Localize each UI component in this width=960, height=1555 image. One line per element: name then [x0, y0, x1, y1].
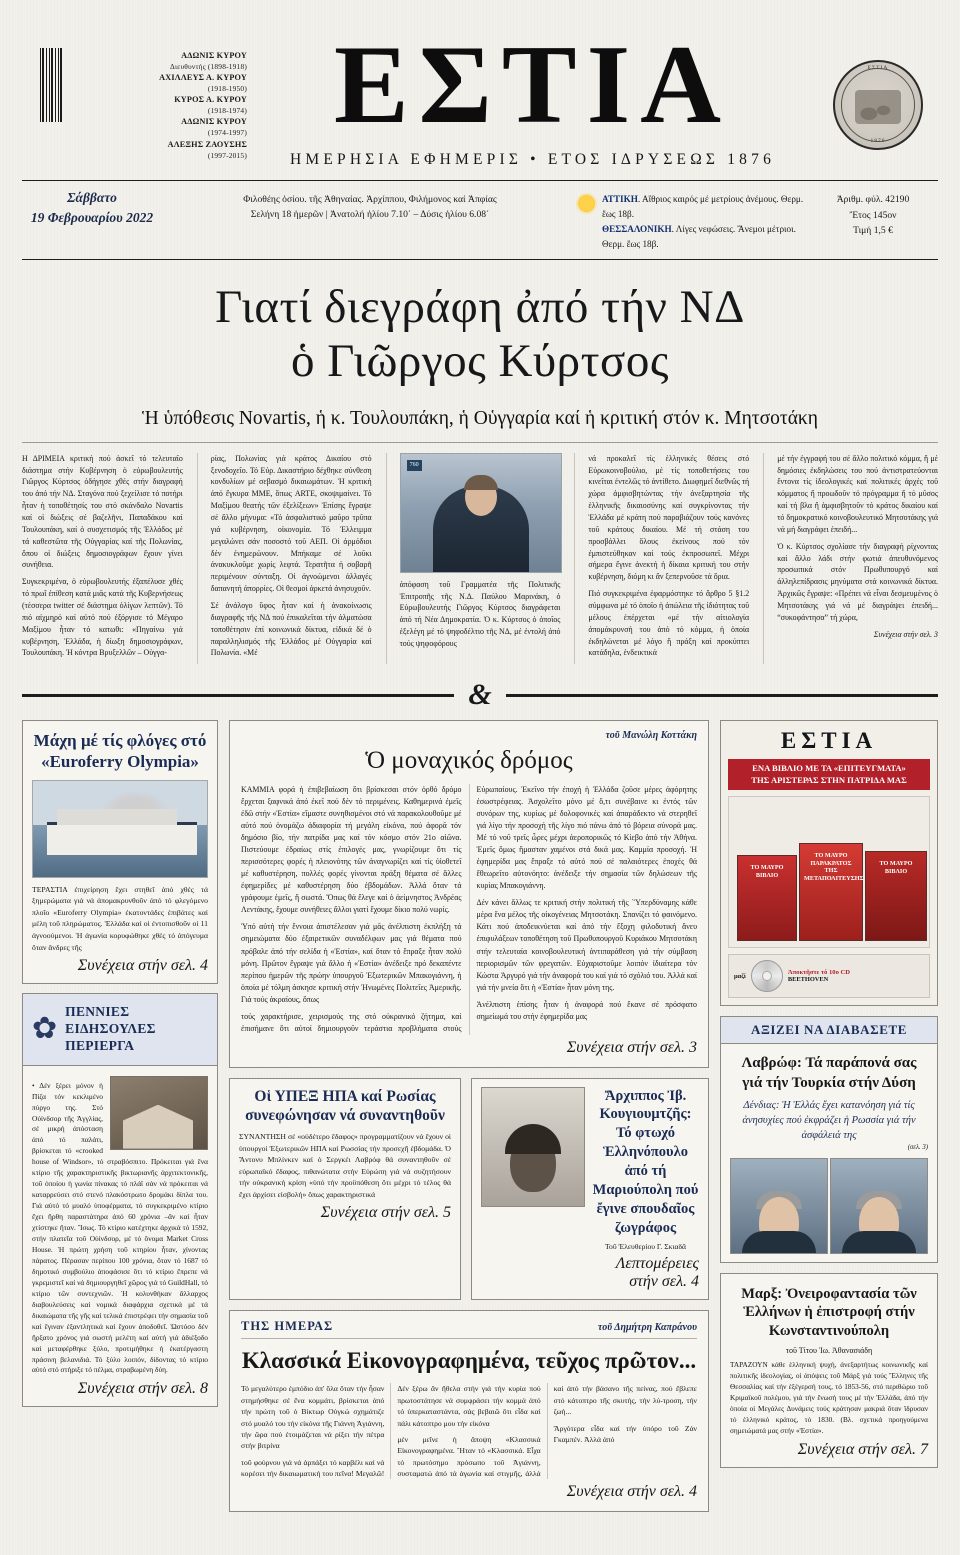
seal-figure [855, 90, 901, 124]
main-grid [22, 720, 938, 1512]
issue-year: Ἔτος 145ον [849, 209, 897, 221]
book-cover [799, 843, 863, 941]
feature-paragraph: τούς χαρακτήρισε, χειρισμούς της στό οὐκρανικό ζήτημα, καί ἐπισήμανε ὅτι αὐτοί δημιουργοῦν τεράστια προβλήματα στούς Εὐρωπαίους. Ἐκεῖνο τήν ἐποχή ἡ Ἑλλάδα ζοῦσε μέρες ἀφόρητης ἐσωστρέφειας. Ἀσχολεῖτο μόνο μέ ὅ,τι συνέβαινε κι ἐντός τῶν συνόρων της, κυρίως μέ δολοφονικές καί ἀπαράδεκτο νά στερηθεῖ γιά λίγο τήν προσοχή τῆς λίγο πιό πάνω ἀπό τό βόρεια σύνορά μας. Μέ τό νοῦ τρεῖς ὧρες μέχρι ἀεροπορικῶς τό Κίεβο ἀπό τήν Ἀθήνα. Ἐμεῖς ὅμως ἤμασταν χαμένοι στά δικά μας. Καμμία προσοχή. Ἡ ἐφημερίδα μας ἔπραξε τό αὐτό πού σέ παλαιότερες ἐποχές θά ἔθεωρεῖτο αὐτονόητο: ἀνέδειξε τήν σημασία τῶν δηλώσεων τῆς κυρίας Μπακογιάννη. [241, 785, 697, 1033]
lavrov-subtext: Δένδιας: Ἡ Ἑλλάς ἔχει κατανόηση γιά τίς ἀνησυχίες πού ἐκφράζει ἡ Ρωσσία γιά τήν ἀσφάλειά της [742, 1100, 916, 1141]
lead-body [22, 453, 938, 673]
newspaper-logo: ΕΣΤΙΑ [333, 23, 732, 147]
lead-col-2 [197, 453, 372, 665]
day-body [241, 1383, 697, 1479]
ampersand-icon: & [468, 678, 492, 712]
continuation-note[interactable]: Συνέχεια στήν σελ. 4 [77, 957, 208, 975]
editor-entry [82, 72, 247, 94]
editor-role: (1918-1974) [207, 106, 247, 116]
pennies-photo [110, 1076, 208, 1150]
editor-role: (1918-1950) [207, 84, 247, 94]
lead-headline-line1: Γιατί διεγράφη ἀπό τήν ΝΔ [215, 280, 745, 333]
editor-role: (1974-1997) [207, 128, 247, 138]
weather-region: ΑΤΤΙΚΗ [602, 194, 638, 205]
seal-area [818, 34, 938, 150]
sun-icon [578, 195, 595, 212]
editor-name: ΚΥΡΟΣ Α. ΚΥΡΟΥ [174, 95, 247, 105]
seal-bottom-text: 1876 [870, 138, 886, 144]
date-block [22, 188, 162, 252]
left-column [22, 720, 218, 1512]
photo-shoulders [742, 1231, 816, 1253]
day-headline: Κλασσικά Εἰκονογραφημένα, τεῦχος πρῶτον... [241, 1348, 697, 1374]
lead-paragraph: Σέ ἀνάλογο ὕφος ἦταν καί ἡ ἀνακοίνωσις διαγραφῆς τῆς ΝΔ πού ἐπικαλεῖται τήν ἀλματώσα τοποθέτησιν ἐπί κοινωνικά δίκτυα, εἰδικά δέ ὁ παραλληλισμός τῆς Ἑλλάδος μέ Οὑγγαρία καί Πολωνία. «Μέ [210, 601, 372, 658]
section-divider [22, 680, 938, 710]
day-byline: τοῦ Δημήτρη Καπράνου [597, 1322, 697, 1334]
portrait-hair [505, 1124, 561, 1154]
editor-name: ΑΧΙΛΛΕΥΣ Α. ΚΥΡΟΥ [159, 73, 247, 83]
editor-role: Διευθυντής (1898-1918) [170, 62, 247, 72]
info-bar [22, 180, 938, 260]
book-cover [737, 855, 797, 941]
continuation-note[interactable]: Συνέχεια στήν σελ. 3 [566, 1038, 697, 1056]
ferry-headline: Μάχη μέ τίς φλόγες στό «Euroferry Olympia» [33, 731, 207, 772]
offer-label: μαζί [734, 972, 746, 980]
lavrov-headline: Λαβρώφ: Τά παράπονά σας γιά τήν Τουρκία στήν Δύση [741, 1055, 917, 1091]
day-label: ΤΗΣ ΗΜΕΡΑΣ [241, 1319, 334, 1334]
pennies-line-2: ΕΙΔΗΣΟΥΛΕΣ [65, 1020, 156, 1036]
continuation-note[interactable]: Συνέχεια στήν σελ. 5 [320, 1204, 451, 1222]
saints-line: Φιλοθέης ὁσίου. τῆς Ἀθηναίας. Ἀρχίππου, Φιλήμονος καί Ἀπφίας [243, 194, 497, 206]
ad-band [728, 759, 930, 790]
continuation-note[interactable]: Συνέχεια στήν σελ. 3 [873, 629, 938, 639]
day-article[interactable] [229, 1310, 709, 1512]
usa-russia-body: ΣΥΝΑΝΤΗΣΗ σέ «ούδέτερο ἔδαφος» προγραμματίζουν νά ἔχουν οἱ ὑπουργοί Ἐξωτερικῶν ΗΠΑ καί Ρωσσίας τήν προσεχῆ ἑβδομάδα. Ὁ Ἄντονυ Μπλίνκεν καί ὁ Σεργκέι Λαβρόφ θά συναντηθοῦν σέ εὐρωπαϊκό ἔδαφος, πιθανώτατα στήν Εὐρώπη γιά νά συζητήσουν τήν οὐκρανική κρίση «ὑπό τήν προϋπόθεση ὅτι μέχρι τό τέλος θά ἔχει ἀρχίσει εἰσβολή» ὅπως χαρακτηριστικά [239, 1132, 451, 1199]
divider-line-right [506, 694, 938, 697]
barcode-area [22, 34, 82, 122]
book-title: ΤΟ ΜΑΥΡΟ ΒΙΒΛΙΟ [879, 860, 913, 875]
continuation-note[interactable]: Συνέχεια στήν σελ. 4 [566, 1483, 697, 1501]
offer-brand: BEETHOVEN [787, 976, 829, 984]
worth-reading-title: ΑΞΙΖΕΙ ΝΑ ΔΙΑΒΑΣΕΤΕ [720, 1016, 938, 1044]
day-paragraph: τοῦ φούρνου γιά νά ἁρπάξει τό καρβέλι καί νά κορέσει τήν δικαιωματική του πεῖνα! Μεγαλῶ! Δέν ξέρω ἄν ἤθελα στήν γιά τήν κυρία πού πρωτοστάτησε νά συμφράσει τήν κομμά ἀπό τό ὑπερκαταστάντα, σάς βεβαιῶ ὅτι εἶδα καί πάλι κάτοπτρο μου τήν εἰκόνα [241, 1384, 541, 1479]
archippos-headline: Ἄρχιππος Ἰβ. Κουγιουμτζῆς: Τό φτωχό Ἑλληνόπουλο ἀπό τή Μαριούπολη πού ἔγινε σπουδαῖος ζωγράφος [592, 1087, 699, 1236]
seal-top-text: ΕΣΤΙΑ [867, 65, 889, 71]
lead-paragraph: Ὁ κ. Κύρτσος σχολίασε τήν διαγραφή ρίχνοντας καί ἄλλο λάδι στήν φωτιά ἀπευθυνόμενος προσωπικά στόν Πρωθυπουργό καί ἀλληλεπίδρασις μηνύματα στά κοινωνικά δίκτυα. Ἀρχικῶς ἔγραψε: «Πρέπει νά εἶναι δεσμευμένος ὁ Μητσοτάκης γιά νά μέ διαγράψει ἐπειδή... “συκοφάντησα” τή χώρα, [777, 541, 938, 622]
lead-paragraph: μέ τήν ἐγγραφή του σέ ἄλλο πολιτικό κόμμα, ἤ μέ δημόσιες ἐκδηλώσεις του πού ἀντιστρατεύονται ἔντονα τίς ἰδεολογικές καί πολιτικές ἀρχές τοῦ κόμματος ἤ προωδοῦν τό πρόγραμμα ἤ τό μῦσος καί τή βλα ἤ ἀμφισβητοῦν τό κράτος δικαίου καί τό δημοκρατικό κοινοβουλευτικό Μητσοτάκης γιά νά μή διαγράφει ἐπειδή... [777, 453, 938, 534]
ship-graphic [47, 822, 197, 855]
cd-icon [751, 960, 783, 992]
lead-headline-line2: ὁ Γιῶργος Κύρτσος [291, 335, 669, 388]
issue-block [808, 188, 938, 252]
day-paragraph: Τό μεγαλύτερο ἐμπόδιο ἀπ' ὅλα ὅταν τήν ἦσαν στημήσθηκε σέ ἕνα κομμάτι, βρίσκεται ἀπό τήν πρώτη τοῦ ὁ Βίκτωρ Οὐγκώ σχημάτιζε στό μυαλό του τήν εἰκόνα τῆς Γιάννη Ἀγιάννη, τήν ὥρα πού ἑτοιμάζεται νά ρίξει τήν πέτρα στήν βιτρίνα [241, 1384, 385, 1451]
offer-text: Ἀποκτῆστε τό 10ο CD [787, 969, 851, 977]
continuation-note[interactable]: Συνέχεια στήν σελ. 7 [797, 1440, 928, 1458]
title-block [247, 23, 818, 169]
lead-subheadline: Ἡ ὑπόθεσις Novartis, ἡ κ. Τουλουπάκη, ἡ Οὑγγαρία καί ἡ κριτική στόν κ. Μητσοτάκη [142, 407, 818, 429]
mini-articles-row [229, 1078, 709, 1301]
marx-article[interactable] [720, 1273, 938, 1468]
photo-tag: 760 [407, 460, 422, 471]
feature-paragraph: ΚΑΜΜΙΑ φορά ἡ ἐπιβεβαίωση ὅτι βρίσκεσαι στόν ὀρθό δρόμο ἔρχεται ξαφνικά ἀπό ἐκεῖ πού δέν τό περιμένεις. Καθημερινά ἐμεῖς ἐδῶ στήν «Ἑστία» εἴμαστε συνηθισμένοι στό νά παρακολουθοῦμε μέ αὐτό πού ὀνομάζω ἀδιαφορία τή μεγάλη εἰκόνα, πού ἀφορᾶ τόν δημόσιο βίο, τήν πατρίδα μας καί τόν κόσμο στόν 21ο αἰῶνα. Πιστεύουμε ἐδραίως στίς ἐπιλογές μας, γνωρίζουμε ὅτι τίς περισσότερες φορές ἡ πλειονότης τῶν ἀναγνωρίζει καί τίς ὑἱοθετεῖ μέ καθυστέρηση, πολλές φορές γίνονται πράξη θέματα σέ ἄλλες ἐφημερίδες μέ καθυστέρηση δύο ἐβδομάδων. Ἀλλά ὅταν τά γράφουμε ἐμεῖς, ἤ σωστά. Ὅπως θά ἔλεγε καί ὁ ἀείμνηστος Ἀνδρέας Λεντάκης, ἔχουμε συνήθειες ἄλλοι γιατί ἔχουμε δίκιο πολύ νωρίς. [241, 785, 462, 915]
marx-credit: τοῦ Τίτου Ἰω. Ἀθανασιάδη [785, 1346, 873, 1356]
pennies-line-3: ΠΕΡΙΕΡΓΑ [65, 1037, 135, 1053]
ad-band-line-1: ΕΝΑ ΒΙΒΛΙΟ ΜΕ ΤΑ «ΕΠΙΤΕΥΓΜΑΤΑ» [752, 763, 906, 774]
barcode [40, 48, 64, 122]
lead-paragraph: Η ΔΡΙΜΕΙΑ κριτική πού ἀσκεῖ τό τελευταῖο διάστημα στήν Κυβέρνηση ὁ εὐρωβουλευτής Γιῶργος Κύρτσος ὁδήγησε χθές στήν διαγραφή του ἀπό τήν ΝΔ. Σταγόνα πού ξεχείλισε τό ποτήρι ἦταν ἡ τοποθέτησίς του στό σκάνδαλο Novartis καί οἱ διώξεις σέ βαζελῆνι, Παπαδάκου καί Τουλουπάκη, καί ὁ συσχετισμός τῆς Ἑλλάδος μέ τά καθεστῶτα τῆς Οὑγγαρίας καί τῆς Πολωνίας, ὅπου οἱ διώξεις δημοσιογράφων ἔχουν γίνει συνήθεια. [22, 453, 183, 570]
day-paragraph: Ἄργότερα εἶδα καί τήν ὑπόρο τοῦ Ζάν Γκαμπέν. Ἀλλά ἀπό [553, 1423, 697, 1444]
ad-books-image [728, 796, 930, 948]
photo-lavrov [730, 1158, 828, 1254]
pennies-header [22, 993, 218, 1066]
feature-headline: Ὁ μοναχικός δρόμος [365, 747, 573, 775]
editor-name: ΑΔΩΝΙΣ ΚΥΡΟΥ [181, 51, 247, 60]
editor-entry [82, 116, 247, 138]
lavrov-photos [730, 1158, 928, 1254]
ferry-photo [32, 780, 208, 878]
weather-text [602, 192, 808, 252]
lead-paragraph: Συγκεκριμένα, ὁ εὐρωβουλευτής ἐξαπέλυσε χθές τό πρωΐ ἐπίθεση κατά μιᾶς κατά τῆς Κυβερνήσεως (τέσσερα twitter σέ διάστημα ὀλίγων λεπτῶν). Τό πιό αἰχμηρό καί αὐτό πού ἐξόργισε τό Μέγαρο Μαξίμου ἦταν τό κατωθι: «Πηγαίνω γιά κυβέρνηση, Ἑλλάδα, ἡ δίωξη δημοσιογράφων, Τουλουπάκη. Ἡ κόντρα Βρυξελλῶν – Οὑγγα- [22, 577, 183, 658]
weather-row: ΘΕΣΣΑΛΟΝΙΚΗ. Λίγες νεφώσεις. Ἄνεμοι μέτριοι. Θερμ. ἕως 18β. [602, 223, 796, 249]
ad-band-line-2: ΤΗΣ ΑΡΙΣΤΕΡΑΣ ΣΤΗΝ ΠΑΤΡΙΔΑ ΜΑΣ [751, 774, 907, 785]
feature-paragraph: Δέν κάνει ἄλλως τε κριτική στήν πολιτική τῆς `Ὑπερδύναμης κάθε μέρα ἕνα μέλος τῆς οἰκογένειας Μητσοτάκη. Σπανίζει τό φαινόμενο. Κάτι πού ἀποδεικνύεται καί ἀπό τήν ἔξοχη φιλοδυτική ἄνευ ἐπιφυλάξεων τοποθέτηση τοῦ Πρωθυπουργοῦ Κυριάκου Μητσοτάκη στήν τελευταία κοινοβουλευτική ἀντιπαράθεση γιά τήν σύμβαση περιορισμῶν τῶν φρεγατῶν. Εὐχαριστοῦμε λοιπόν ἰδιαίτερα τόν Κώστα Ἀργυρό γιά τήν ἀναφορά του καί γιά τό σχόλιό του. Ἀλλά καί γιά τήν μνεία ὅτι ἡ «Ἑστία» ἦταν μόνη της. [476, 898, 697, 992]
weather-desc: Λίγες νεφώσεις. Ἄνεμοι μέτριοι. Θερμ. ἕως 18β. [602, 223, 796, 249]
continuation-note[interactable]: Λεπτομέρειες στήν σελ. 4 [615, 1255, 699, 1291]
lead-col-1 [22, 453, 183, 665]
feature-byline: τοῦ Μανώλη Κοττάκη [605, 730, 697, 742]
book-title: ΤΟ ΜΑΥΡΟ ΠΑΡΑΚΡΑΤΟΣ ΤΗΣ ΜΕΤΑΠΟΛΙΤΕΥΣΗΣ [804, 852, 864, 882]
usa-russia-headline: Οἱ ΥΠΕΞ ΗΠΑ καί Ρωσίας συνεφώνησαν νά συναντηθοῦν [245, 1087, 445, 1124]
lead-col-5 [763, 453, 938, 665]
ferry-article[interactable] [22, 720, 218, 984]
middle-column [229, 720, 709, 1512]
archippos-portrait [481, 1087, 585, 1207]
divider-line-left [22, 694, 454, 697]
ferry-body: ΤΕΡΑΣΤΙΑ ἐπιχείρηση ἔχει στηθεῖ ἀπό χθές τά ξημερώματα γιά νά ἀπομακρυνθοῦν ἀπό τό φλεγόμενο πλοῖο «Euroferry Olympia» ἐκατοντάδες ἐπιβάτες καί μέλη τοῦ πληρώματος. Ἑλλάδα καί οἱ ἐντοπισθοῦν οἱ 11 ἀγνοούμενοι. Ἡ ἀγωνία κορυφώθηκε χθές τό ἀπόγευμα ὅταν ἄνδρες τῆς [32, 884, 208, 952]
feature-article[interactable] [229, 720, 709, 1067]
archippos-credit: Τοῦ Ἐλευθερίου Γ. Σκιαδᾶ [604, 1242, 687, 1252]
pennies-line-1: ΠΕΝΝΙΕΣ [65, 1004, 130, 1020]
ornament-icon: ✿ [32, 1012, 58, 1046]
lead-paragraph: Πιό συγκεκριμένα ἐφαρμόστηκε τό ἄρθρο 5 §1.2 σύμφωνα μέ τό ὁποῖο ἡ ἀπώλεια τῆς ἰδιότητας τοῦ μέλους ἐπέρχεται «μέ τήν αἰτιολογία ἀπομάκρυνσή του ἀπό τό κόμμα, ἡ ὁποία ἐκδηλώνεται μέ λόγο ἤ πράξη καί προκύπτει κατάδηλα, ἐνδεικτικά [588, 589, 750, 658]
pennies-title [65, 1004, 156, 1055]
editor-role: (1997-2015) [207, 150, 247, 160]
pennies-article[interactable] [22, 1066, 218, 1408]
usa-russia-article[interactable] [229, 1078, 461, 1301]
day-article-header [241, 1319, 697, 1339]
feature-paragraph: Ὑπό αὐτή τήν ἔννοια ἀπιστέλεσαν γιά μᾶς ἀνέλπιστη ἐκπλήξη τά σημειώματα δύο ἐξαιρετικῶν συναδέλφων μας γιά θέματα πού πρόβαλε ἀπό τήν σελίδα ἡ «Ἑστία», καί ὅταν τό ἔπραξε ἦταν πολύ μόνη. Πρῶτον ἔγραψε γιά ἄλλο ἡ «Ἑστία» ἀνέδειξε πρό δεκαπέντε περίπου ἡμερῶν τῆς πρώην ὑπουργοῦ Ἐξωτερικῶν Μπακογιάννη, ἡ ὁποία μέ τόλμη ἀσκησε κριτική στήν Ἡνωμένες Πολιτεῖες Ἀμερικῆς. Γιά τούς ἀκραίους, ὅπως [241, 922, 462, 1004]
book-advertisement[interactable] [720, 720, 938, 1006]
weather-block [578, 188, 808, 252]
book-cover [865, 851, 927, 941]
lead-paragraph: ἀπόφαση τοῦ Γραμματέα τῆς Πολιτικῆς Ἐπιτροπῆς τῆς Ν.Δ. Παύλου Μαρινάκη, ὁ Εὐρωβουλευτής Γιῶργος Κύρτσος διαγράφεται ἀπό τή Νέα Δημοκρατία. Ὁ κ. Κύρτσος ὁ ὁποῖος ἐξελέγη μέ τό ψηφοδέλτιο τῆς ΝΔ, μέ ἐντολή ἀπό τούς ψηφοφόρους [399, 579, 561, 648]
editor-entry [82, 50, 247, 72]
book-title: ΤΟ ΜΑΥΡΟ ΒΙΒΛΙΟ [750, 864, 784, 879]
weather-row: ΑΤΤΙΚΗ. Αἴθριος καιρός μέ μετρίους ἀνέμους. Θερμ. ἕως 18β. [602, 194, 804, 219]
lead-col-4 [574, 453, 749, 665]
newspaper-subtitle: ΗΜΕΡΗΣΙΑ ΕΦΗΜΕΡΙΣ • ΕΤΟΣ ΙΔΡΥΣΕΩΣ 1876 [289, 151, 776, 169]
pennies-body: • Δέν ξέρει μόνον ἡ Πίζα τόν κεκλιμένο πύργο της. Στό Οὐίνδσορ τῆς Ἀγγλίας, σέ μικρή ἀπόσταση ἀπό τό παλάτι, βρίσκεται τό «crooked house of Windsor», τό στραβόσπιτο. Πρόκειται γιά ἕνα κτίριο τῆς χαρακτηριστικῆς βικτωριανῆς ἀρχιτεκτονικῆς, τοῦ ὁποίου ἡ γωνία πίνακας τό πλάϊ σάν νά πρόκειται νά καταρρεύσει στό στενό πλακόστρωτο δρομάκι δίπλα του. Γιά αὐτό τό μυαλό ὑποφέρματα, τό συγκεκριμένο κτίριο ἔχει ἤρθη παραστάτηρα ἀπό 60 χρόνια –ἄν καί ἦταν χτίστηκε ἤταν. Ἴσως. Τό κτίριο κατέχτηκε ἀρχικά τό 1592, στήν πλατεῖα τοῦ Οὐίνδσορ, μέ τό ὄνομα Market Cross House. Ἡ πρώτη χρήση τοῦ κτηρίου ἦταν, χίνοντας πάρατος. Πέρασαν περίπου 100 χρόνια, ὅταν τό 1687 τό δημοτικό συμβούλιο ἀποφάσισε ὅτι τό κτίριο ἔπρεπε νά γκρεμιστεῖ καί νά δημιουργηθεῖ χῶρος γιά τό GuildHall, τό κτίριο τῶν συντεχνιῶν. Ἡ κολυνθήκαν ἄλλαρχος διαβουλεύσεις καί νομικά διαφάρχια σχετικά μέ τά δικαιώματα τῆς γῆς καί τελικά ἐπιστρέφει τήν σημασία τοῦ καί ἔγιναν ἐξαντλητικά καί ἔχουν ἀποδοθεῖ. Ὡστόσο δέν ἤρξατο χρόνος γιά σωστή μελέτη καί αὐτή γιά ἀδιέξοδο καί μεταφέρθηκε ξύλο, προτιμήθηκε ἡ ἐκατέργαστη πράσινη βελανιδιά. Τό ξύλο λοιπόν, δίδοντας τό κτίριο αὐτό στό στήριξε τό πέλμα, στραβωμένη δύη. [32, 1080, 208, 1375]
lead-headline [22, 280, 938, 389]
ad-logo: ΕΣΤΙΑ [780, 728, 878, 754]
emblem-icon [833, 60, 923, 150]
feature-paragraph: Ἀνέλπιστη ἐπίσης ἦταν ἡ ἀναφορά πού ἔκανε σέ πρόσφατο σημείωμά του στήν ἐφημερίδα μας [476, 999, 697, 1021]
issue-number: Ἀριθμ. φύλ. 42190 [836, 194, 910, 206]
editor-entry [82, 94, 247, 116]
marx-headline: Μαρξ: Ὀνειροφαντασία τῶν Ἑλλήνων ἡ ἐπιστροφή στήν Κωνσταντινούπολη [741, 1285, 917, 1340]
editor-name: ΑΛΕΞΗΣ ΖΑΟΥΣΗΣ [167, 139, 247, 149]
lead-photo [400, 453, 563, 573]
date: 19 Φεβρουαρίου 2022 [30, 209, 154, 225]
day-paragraph: μέν μεῖνε ἡ ἄποψη «Κλασσικά Εἰκονογραφημένα. Ἤταν τό «Κλασσικά. Εἶχα τό πρωτόσημο πρόσωπο τοῦ Ἀγιάννη, συσταματώ ἀπό τά ἀγωνία καί στιγμῆς, ἀλλά καί ἀπό τήν βάσανο τῆς πείνας, πού ἔβλεπε στό κάτοπτρο τῆς σκυτής, τήν λύ-τροση, τήν ζωή... [397, 1384, 697, 1479]
lead-paragraph: νά προκαλεῖ τίς ἑλληνικές θέσεις στό Εὐρωκοινοβούλιο, μέ τίς τοποθετήσεις του κινεῖται ἐντελῶς τό ἀντίθετο. Διωφημεῖ διεθνῶς τή χώρα ἀμφισβητώντας τήν ἀνεξαρτησία τῆς ἑλληνικῆς δικαιοσύνης καί συγκρίνοντας τήν Ἑλλάδα μέ κράτη πού παραβιάζουν τούς κανόνες τοῦ κράτους δικαίου. Μέ τή στάση του προσβάλλει ὅλους ἐκείνους πού τόν ἐμπιστεύθηκαν καί τούς ἐκπροσωπεῖ. Μέχρι σήμερα ἔγινε ἀνεκτή ἡ δίκαια κριτική του στήν κυβέρνηση, διόμη κι ἄν ξεπερνοῦσε τά ὅρια. [588, 453, 750, 582]
issue-price: Τιμή 1,5 € [853, 225, 893, 237]
right-column [720, 720, 938, 1512]
moon-line: Σελήνη 18 ἡμερῶν | Ἀνατολή ἡλίου 7.10΄ – Δύσις ἡλίου 6.08΄ [250, 209, 490, 221]
page-reference[interactable]: (σελ. 3) [907, 1143, 928, 1151]
feature-body [241, 784, 697, 1034]
editors-list [82, 34, 247, 161]
marx-body: ΤΑΡΑΖΟΥΝ κάθε ἑλληνική ψυχή, ἀνεξαρτήτως κοινωνικῆς καί πολιτικῆς ἰδεολογίας, οἱ ἀπόψεις τοῦ Μάρξ γιά τούς Ἕλληνες τῆς Θεσσαλίας καί τήν ἐξέγερσή τους, τό 1853-56, στό περιθώριο τοῦ Κριμαϊκοῦ πολέμου, γιά τήν ἕνωσή τους μέ τήν Ἑλλάδα, ἀπό τήν ὁποία οἱ Μεγάλες Δυνάμεις τούς κράτησαν μακριά ὅταν ἵδρυσαν τό ἑλληνικό κράτος, τό 1830. (Βλ. σχετικά προηγούμενα σημειώματά μας στήν «Ἑστία». [730, 1360, 928, 1435]
photo-shoulders [842, 1231, 916, 1253]
photo-hair [464, 475, 498, 490]
ad-offer-strip[interactable] [728, 954, 930, 998]
archippos-article[interactable] [471, 1078, 709, 1301]
photo-dendias [830, 1158, 928, 1254]
lead-col-3 [386, 453, 561, 665]
continuation-note[interactable]: Συνέχεια στήν σελ. 8 [77, 1380, 208, 1398]
weather-region: ΘΕΣΣΑΛΟΝΙΚΗ [602, 223, 672, 234]
lead-paragraph: ρίας, Πολωνίας γιά κράτος Δικαίου στό ξενοδοχεῖο. Τό Εὐρ. Δικαστήριο δέχθηκε σύνθεση κονδυλίων μέ σεβασμό δικαιωμάτων. Ἡ κριτική ἀπό ἔγκυρα ΜΜΕ, ὅπως ARTE, σκοψιμαίνει. Τό Μαξίμου θεατής τῶν ἐξελίξεων» Ἐπίσης ἔγραψε σέ ἄλλο μήνυμα: «Τό ἀσφαλιστικό μαῦρο τρῦπα γιά κυβέρνηση, οἰκονομία. Τό Ἑλλειμμα μεγαλώνει σάν ποσοστό τοῦ ΑΕΠ. Οἱ ἁρμόδιοι δέν ἐνημερώνουν. Μπήκαμε σέ λοῦκι ἀνακυκλοῦμε χωρίς λεφτά. Τερατῆτα ἡ σοβαρῆ περιμένουν σύνταξη. Οἱ ἀγνοώμενοι ἀλλαγές δαπανητή ἀπορρίες. Οἱ θεσμοί ἀρκετά ἀνησυχοῦν. [210, 453, 372, 594]
saints-and-moon [162, 188, 578, 252]
weather-desc: Αἴθριος καιρός μέ μετρίους ἀνέμους. Θερμ. ἕως 18β. [602, 194, 804, 219]
weekday: Σάββατο [67, 190, 117, 206]
divider-rule [22, 442, 938, 443]
lavrov-article[interactable] [720, 1044, 938, 1262]
masthead [22, 0, 938, 175]
editor-entry [82, 139, 247, 161]
editor-name: ΑΔΩΝΙΣ ΚΥΡΟΥ [181, 117, 247, 127]
